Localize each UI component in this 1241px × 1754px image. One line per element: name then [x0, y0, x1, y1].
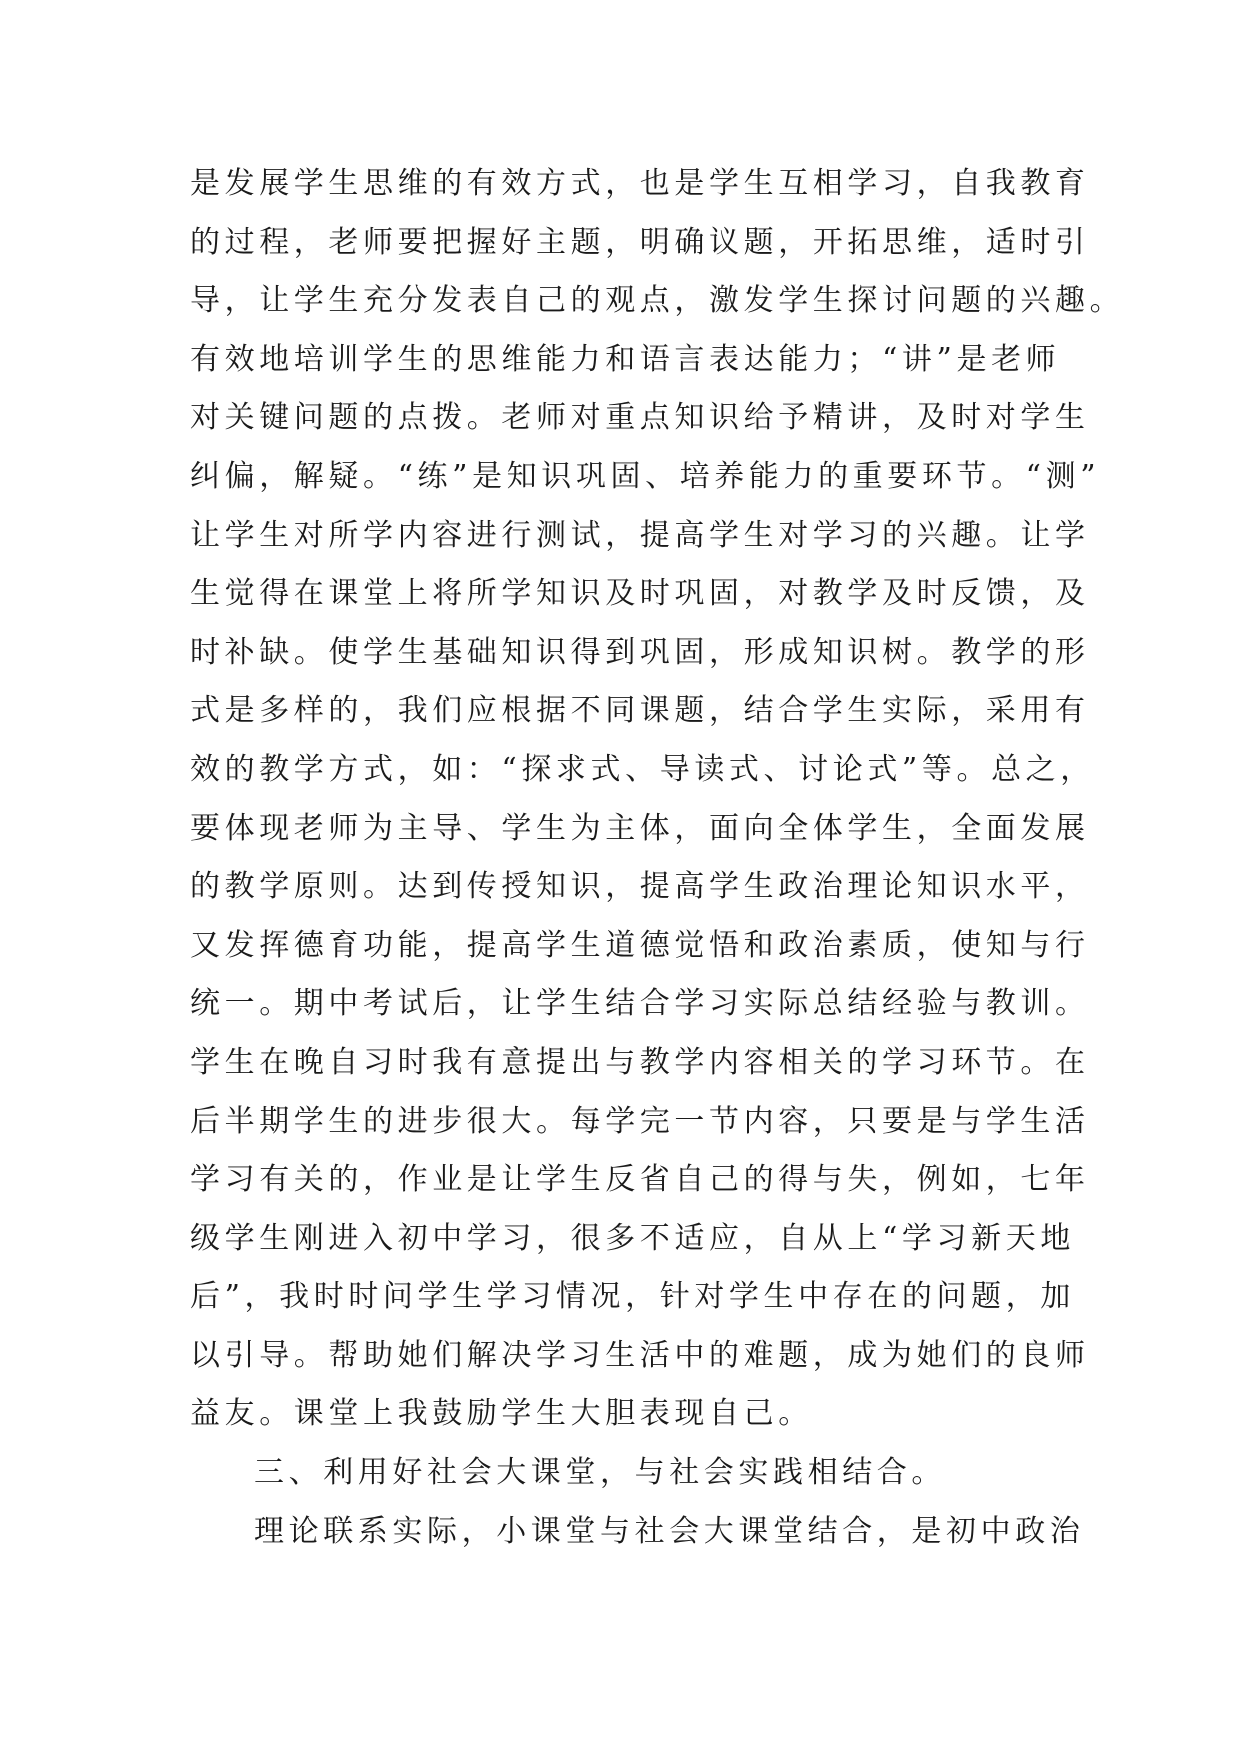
text-line: 学习有关的，作业是让学生反省自己的得与失，例如，七年 [190, 1162, 1090, 1198]
text-line: 学生在晚自习时我有意提出与教学内容相关的学习环节。在 [190, 1044, 1090, 1080]
text-line: 是发展学生思维的有效方式，也是学生互相学习，自我教育 [190, 166, 1090, 201]
text-line: 效的教学方式，如：“探求式、导读式、讨论式”等。总之， [190, 751, 1095, 787]
body-text [190, 155, 1125, 1561]
text-line: 级学生刚进入初中学习，很多不适应，自从上“学习新天地 [190, 1220, 1075, 1256]
text-line: 有效地培训学生的思维能力和语言表达能力；“讲”是老师 [190, 341, 1061, 377]
text-line: 益友。课堂上我鼓励学生大胆表现自己。 [190, 1396, 813, 1432]
text-line: 的过程，老师要把握好主题，明确议题，开拓思维，适时引 [190, 224, 1090, 260]
text-line: 后”，我时时问学生学习情况，针对学生中存在的问题，加 [190, 1279, 1075, 1315]
text-line: 纠偏，解疑。“练”是知识巩固、培养能力的重要环节。“测” [190, 458, 1101, 494]
text-line: 让学生对所学内容进行测试，提高学生对学习的兴趣。让学 [190, 517, 1090, 553]
text-line: 又发挥德育功能，提高学生道德觉悟和政治素质，使知与行 [190, 927, 1090, 963]
paragraph-start: 理论联系实际，小课堂与社会大课堂结合，是初中政治 [254, 1513, 1085, 1549]
text-line: 的教学原则。达到传授知识，提高学生政治理论知识水平， [190, 869, 1090, 905]
text-line: 时补缺。使学生基础知识得到巩固，形成知识树。教学的形 [190, 634, 1090, 670]
text-line: 对关键问题的点拨。老师对重点知识给予精讲，及时对学生 [190, 400, 1090, 436]
text-line: 导，让学生充分发表自己的观点，激发学生探讨问题的兴趣。 [190, 283, 1125, 319]
section-heading: 三、利用好社会大课堂，与社会实践相结合。 [254, 1455, 946, 1491]
text-line: 生觉得在课堂上将所学知识及时巩固，对教学及时反馈，及 [190, 576, 1090, 612]
text-line: 统一。期中考试后，让学生结合学习实际总结经验与教训。 [190, 986, 1090, 1022]
text-line: 后半期学生的进步很大。每学完一节内容，只要是与学生活 [190, 1103, 1090, 1139]
text-line: 以引导。帮助她们解决学习生活中的难题，成为她们的良师 [190, 1337, 1090, 1373]
text-line: 式是多样的，我们应根据不同课题，结合学生实际，采用有 [190, 693, 1090, 729]
text-line: 要体现老师为主导、学生为主体，面向全体学生，全面发展 [190, 810, 1090, 846]
